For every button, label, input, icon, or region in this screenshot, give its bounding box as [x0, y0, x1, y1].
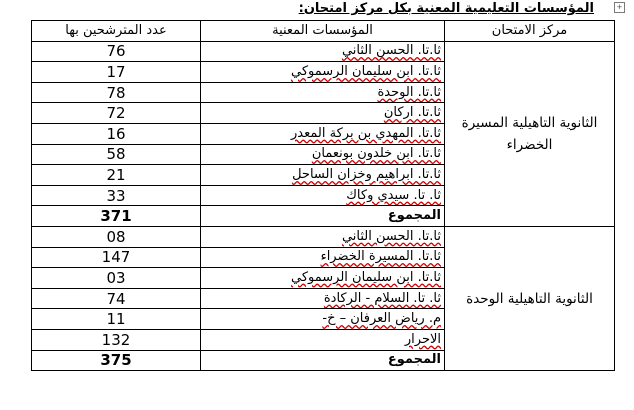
institution-name — [201, 123, 445, 144]
candidate-count: 33 — [32, 185, 201, 206]
institution-text: ثا.تا. الحسن الثاني — [341, 43, 441, 59]
exam-centers-table — [31, 20, 615, 371]
candidate-count: 74 — [32, 288, 201, 309]
institution-name — [201, 268, 445, 289]
table-row — [32, 226, 615, 247]
total-value: 375 — [32, 350, 201, 371]
candidate-count: 76 — [32, 41, 201, 62]
institution-name — [201, 82, 445, 103]
candidate-count: 16 — [32, 123, 201, 144]
candidate-count: 132 — [32, 329, 201, 350]
institution-name — [201, 247, 445, 268]
candidate-count: 03 — [32, 268, 201, 289]
institution-name — [201, 226, 445, 247]
institution-name — [201, 185, 445, 206]
candidate-count: 72 — [32, 103, 201, 124]
exam-center-name: الثانوية التاهيلية الوحدة — [445, 226, 615, 370]
candidate-count: 147 — [32, 247, 201, 268]
header-institutions: المؤسسات المعنية — [201, 21, 445, 42]
candidate-count: 78 — [32, 82, 201, 103]
institution-text: ثا.تا. اركان — [383, 105, 441, 121]
candidate-count: 08 — [32, 226, 201, 247]
institution-text: ثا.تا. ابراهيم وخزان الساحل — [292, 166, 441, 182]
document-heading: المؤسسات التعليمية المعنية بكل مركز امتحان: — [298, 1, 594, 16]
institution-name — [201, 62, 445, 83]
table-header-row — [32, 21, 615, 42]
institution-text: ثا. تا. سيدي وكاك — [346, 187, 441, 203]
candidate-count: 21 — [32, 165, 201, 186]
institution-text: ثا.تا. ابن سليمان الرسموكي — [291, 269, 441, 285]
candidate-count: 17 — [32, 62, 201, 83]
institution-name — [201, 288, 445, 309]
total-label: المجموع — [201, 350, 445, 371]
header-center: مركز الامتحان — [445, 21, 615, 42]
institution-name — [201, 309, 445, 330]
institution-text: ثا.تا. الحسن الثاني — [341, 228, 441, 244]
institution-text: ثا.تا. المسيرة الخضراء — [320, 249, 441, 265]
institution-name — [201, 41, 445, 62]
candidate-count: 58 — [32, 144, 201, 165]
candidate-count: 11 — [32, 309, 201, 330]
table-move-handle-icon[interactable]: + — [614, 2, 625, 13]
header-count: عدد المترشحين بها — [32, 21, 201, 42]
total-label: المجموع — [201, 206, 445, 227]
table-row — [32, 41, 615, 62]
institution-name — [201, 329, 445, 350]
exam-center-name: الثانوية التاهيلية المسيرة الخضراء — [445, 41, 615, 226]
institution-text: الاحرار — [404, 331, 441, 347]
institution-text: ثا. تا. السلام - الركادة — [323, 290, 441, 306]
institution-name — [201, 165, 445, 186]
institution-text: ثا.تا. ابن سليمان الرسموكي — [291, 63, 441, 79]
institution-text: ثا.تا. ابن خلدون بونعمان — [311, 146, 441, 162]
institution-text: ثا.تا. الوحدة — [377, 84, 441, 100]
total-value: 371 — [32, 206, 201, 227]
institution-name — [201, 144, 445, 165]
institution-text: ثا.تا. المهدي بن بركة المعدر — [291, 125, 441, 141]
institution-name — [201, 103, 445, 124]
institution-text: م. رياض العرفان – خ- — [322, 311, 441, 327]
